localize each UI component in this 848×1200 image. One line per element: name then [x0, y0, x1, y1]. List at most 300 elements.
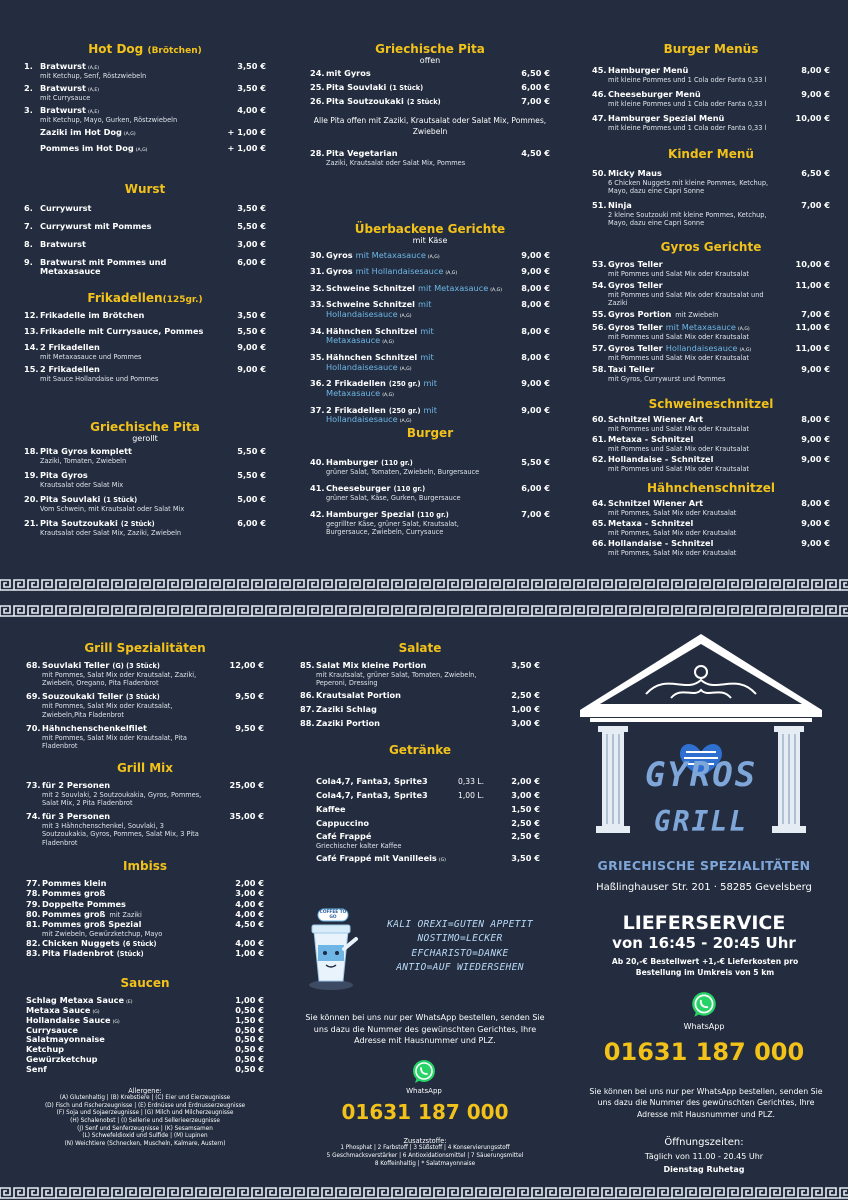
- item-name: Schnitzel Wiener Art: [608, 498, 704, 508]
- menu-item: [592, 201, 830, 227]
- item-name: Frikadelle im Brötchen: [40, 310, 145, 320]
- item-name: Ketchup: [26, 1044, 65, 1055]
- item-number: 73.: [26, 780, 41, 790]
- item-line: [608, 539, 830, 549]
- item-name: Gyros Teller: [608, 322, 663, 333]
- item-name: Pita Souvlaki: [40, 494, 101, 505]
- gyros-gerichte-section: [592, 240, 830, 386]
- allergen-code: (A,G): [737, 327, 750, 333]
- phone-number-right[interactable]: 01631 187 000: [603, 1038, 805, 1066]
- menu-item: [310, 300, 550, 320]
- item-number: 45.: [592, 65, 607, 75]
- section-title: Gyros Gerichte: [660, 240, 762, 254]
- allergen-code: (G): [112, 1019, 120, 1025]
- item-number: 55.: [592, 309, 607, 320]
- menu-item: [310, 510, 550, 536]
- menu-item: [310, 406, 550, 426]
- item-desc: mit Pommes und Salat Mix oder Krautsalat: [608, 354, 749, 363]
- item-name: Hähnchen Schnitzel: [326, 325, 418, 336]
- item-number: 32.: [310, 282, 325, 293]
- item-name: Café Frappé: [316, 831, 372, 842]
- item-name: Cola4,7, Fanta3, Sprite3: [316, 789, 428, 800]
- item-number: 74.: [26, 811, 41, 822]
- whatsapp-label: WhatsApp: [406, 1087, 442, 1095]
- item-name: 2 Frikadellen: [326, 378, 386, 389]
- item-price: 12,00 €: [229, 660, 264, 670]
- item-name: Pita Fladenbrot: [42, 948, 114, 959]
- item-name: Cheeseburger: [326, 483, 391, 494]
- item-desc: mit Gyros, Currywurst und Pommes: [608, 375, 726, 384]
- item-price: 0,50 €: [235, 1063, 264, 1074]
- item-price: 5,50 €: [237, 220, 266, 231]
- item-price: 4,00 €: [235, 898, 264, 909]
- item-number: 24.: [310, 68, 325, 78]
- item-number: 28.: [310, 148, 325, 159]
- legend-line: (H) Schalenobst | (I) Sellerie und Sellerieerzeugnisse: [70, 1118, 220, 1125]
- lieferservice-time: von 16:45 - 20:45 Uhr: [612, 934, 796, 952]
- whatsapp-note-2: Sie können bei uns nur per WhatsApp bestellen, senden Sie uns dazu die Nummer des gewünschten Gerichtes, Ihre Adresse mit Hausnummer und PLZ.: [589, 1087, 823, 1119]
- item-name: Chicken Nuggets: [42, 937, 120, 948]
- menu-item: [24, 62, 266, 80]
- item-desc: mit kleine Pommes und 1 Cola oder Fanta 0,33 l: [608, 124, 767, 132]
- section-title: Grill Mix: [116, 761, 174, 775]
- item-price: 6,00 €: [237, 518, 266, 529]
- item-name: Hamburger Menü: [608, 65, 689, 75]
- item-line: [40, 447, 266, 457]
- item-name: Pita Gyros komplett: [40, 446, 132, 456]
- item-line: [42, 939, 264, 949]
- item-line: [326, 327, 550, 347]
- item-desc: 6 Chicken Nuggets mit kleine Pommes, Ketchup, Mayo, dazu eine Capri Sonne: [608, 178, 769, 196]
- item-name: Frikadelle mit Currysauce, Pommes: [40, 325, 204, 336]
- menu-item: [26, 1055, 264, 1065]
- item-price: 9,00 €: [521, 378, 550, 389]
- item-desc: Zaziki, Krautsalat oder Salat Mix, Pommes: [326, 159, 466, 168]
- item-name: Gyros Teller: [608, 259, 663, 269]
- menu-item: [24, 327, 266, 337]
- item-line: [608, 435, 830, 445]
- section-title: Burger: [406, 426, 454, 440]
- item-desc: mit kleine Pommes und 1 Cola oder Fanta 0,33 l: [608, 75, 767, 84]
- zusatz-title: Zusatzstoffe:: [403, 1137, 447, 1145]
- item-number: 1.: [24, 61, 33, 71]
- section-title: Hot Dog: [88, 42, 144, 56]
- item-desc: mit Ketchup, Mayo, Gurken, Röstzwiebeln: [40, 116, 178, 124]
- item-name: Hollandaise Sauce: [26, 1014, 111, 1025]
- item-price: 2,50 €: [511, 690, 540, 701]
- item-name: Ninja: [608, 200, 632, 211]
- item-price: 3,00 €: [235, 888, 264, 899]
- item-number: 51.: [592, 200, 607, 211]
- whatsapp-icon-right[interactable]: [689, 990, 719, 1020]
- menu-item: [24, 128, 266, 138]
- allergen-code: (A,G): [399, 314, 412, 320]
- item-desc: mit Zwiebeln, Gewürzketchup, Mayo: [42, 930, 163, 939]
- menu-item: [592, 90, 830, 108]
- menu-item: [592, 281, 830, 307]
- item-price: 7,00 €: [521, 95, 550, 106]
- item-number: 77.: [26, 878, 41, 888]
- allergen-code: (A,G): [135, 148, 148, 154]
- item-line: [608, 455, 830, 465]
- section-title: Schweineschnitzel: [648, 397, 774, 411]
- menu-item: [26, 724, 264, 750]
- item-number: 85.: [300, 660, 315, 670]
- item-price: 35,00 €: [229, 811, 264, 822]
- item-name: Metaxa Sauce: [26, 1004, 91, 1015]
- item-name: Souzoukaki Teller: [42, 691, 123, 702]
- frikadellen-section: [24, 291, 266, 387]
- item-line: [40, 519, 266, 529]
- item-name: Zaziki Schlag: [316, 704, 377, 715]
- item-price: 0,50 €: [235, 1034, 264, 1045]
- item-price: 9,50 €: [235, 722, 264, 733]
- item-number: 57.: [592, 343, 607, 354]
- item-price: 2,50 €: [511, 831, 540, 842]
- menu-item: [316, 791, 540, 801]
- item-name: Cheeseburger Menü: [608, 89, 701, 100]
- item-number: 70.: [26, 722, 41, 733]
- item-name: Bratwurst: [40, 61, 86, 71]
- item-sauce: Hollandaisesauce: [665, 343, 738, 354]
- item-price: 5,50 €: [521, 457, 550, 467]
- item-number: 66.: [592, 538, 607, 549]
- menu-item: [316, 832, 540, 850]
- ueberbacken-section: [310, 222, 550, 432]
- item-price: 11,00 €: [795, 280, 830, 291]
- item-number: 50.: [592, 168, 607, 178]
- item-name: Gyros Teller: [608, 343, 663, 354]
- item-number: 9.: [24, 256, 33, 267]
- item-name: für 2 Personen: [42, 780, 111, 790]
- item-number: 80.: [26, 909, 41, 920]
- item-desc: grüner Salat, Käse, Gurken, Burgersauce: [326, 494, 461, 503]
- item-line: [40, 258, 266, 278]
- item-number: 31.: [310, 266, 325, 277]
- item-name: Hamburger Spezial: [326, 509, 415, 520]
- item-desc: mit Pommes und Salat Mix oder Krautsalat und Zaziki: [608, 290, 764, 308]
- item-name: Bratwurst mit Pommes und Metaxasauce: [40, 256, 167, 277]
- item-name: Salatmayonnaise: [26, 1034, 105, 1045]
- section-subtitle: mit Käse: [412, 236, 448, 245]
- item-number: 46.: [592, 89, 607, 100]
- item-line: [326, 83, 550, 93]
- item-price: 9,00 €: [801, 434, 830, 445]
- menu-item: [592, 499, 830, 517]
- item-desc: mit Pommes, Salat Mix oder Krautsalat: [608, 508, 737, 517]
- item-number: 26.: [310, 95, 325, 106]
- item-price: 0,50 €: [235, 1044, 264, 1055]
- item-line: [326, 251, 550, 261]
- item-name: Zaziki im Hot Dog: [40, 127, 122, 138]
- item-line: [326, 300, 550, 320]
- item-line: [326, 69, 550, 79]
- menu-item: [24, 519, 266, 537]
- item-name: Senf: [26, 1063, 47, 1074]
- section-subtitle: offen: [419, 56, 441, 65]
- menu-item: [24, 240, 266, 250]
- allergene-block: [26, 1087, 264, 1149]
- item-price: 7,00 €: [521, 509, 550, 520]
- item-price: 9,00 €: [521, 250, 550, 260]
- section-title: Getränke: [388, 743, 452, 757]
- item-number: 58.: [592, 364, 607, 375]
- menu-item: [310, 267, 550, 277]
- item-line: [608, 519, 830, 529]
- menu-item: [26, 949, 264, 959]
- item-number: 30.: [310, 250, 325, 260]
- brand-tagline: GRIECHISCHE SPEZIALITÄTEN: [597, 858, 811, 873]
- item-name: Cola4,7, Fanta3, Sprite3: [316, 776, 428, 786]
- item-price: 25,00 €: [229, 780, 264, 790]
- item-price: 7,00 €: [801, 309, 830, 320]
- item-number: 54.: [592, 280, 607, 291]
- section-title: Griechische Pita: [375, 42, 485, 56]
- item-desc: mit Pommes, Salat Mix oder Krautsalat, Pita Fladenbrot: [42, 733, 187, 750]
- item-price: 11,00 €: [795, 322, 830, 333]
- item-price: 9,00 €: [521, 404, 550, 415]
- item-price: 3,50 €: [237, 310, 266, 320]
- item-price: 4,00 €: [235, 937, 264, 948]
- item-price: + 1,00 €: [227, 143, 266, 154]
- item-line: [40, 343, 266, 353]
- menu-item: [24, 311, 266, 321]
- brand-name-grill: GRILL: [653, 805, 749, 838]
- item-line: [316, 661, 540, 671]
- item-price: 2,50 €: [511, 817, 540, 828]
- item-price: 6,50 €: [521, 68, 550, 78]
- item-name: Gyros Portion: [608, 309, 672, 320]
- item-number: 33.: [310, 299, 325, 310]
- item-price: 4,50 €: [235, 919, 264, 930]
- item-desc: mit Zwiebeln: [675, 311, 719, 320]
- item-line: [42, 949, 264, 959]
- item-name: Metaxa - Schnitzel: [608, 434, 694, 445]
- item-desc: Zaziki, Tomaten, Zwiebeln: [40, 456, 127, 465]
- item-name: Gewürzketchup: [26, 1054, 98, 1065]
- item-line: [40, 365, 266, 375]
- menu-item: [310, 284, 550, 294]
- menu-item: [24, 258, 266, 278]
- item-desc: 2 kleine Soutzouki mit kleine Pommes, Ketchup, Mayo, dazu eine Capri Sonne: [608, 211, 767, 228]
- oeffnung-daily: Täglich von 11.00 - 20.45 Uhr: [644, 1152, 764, 1161]
- item-desc: mit kleine Pommes und 1 Cola oder Fanta 0,33 l: [608, 99, 767, 108]
- greek-phrase: ANTIO=AUF WIEDERSEHEN: [396, 962, 524, 974]
- item-sauce: mit Metaxasauce: [418, 282, 489, 293]
- item-line: [316, 777, 540, 787]
- item-name: Taxi Teller: [608, 364, 655, 375]
- section-title: Saucen: [120, 976, 170, 990]
- allergen-code: (A,G): [399, 419, 412, 425]
- item-price: 8,00 €: [521, 282, 550, 293]
- item-desc: mit Pommes und Salat Mix oder Krautsalat: [608, 269, 749, 278]
- menu-item: [310, 69, 550, 79]
- menu-item: [26, 1065, 264, 1075]
- legend-line: (N) Weichtiere (Schnecken, Muscheln, Kalmare, Austern): [64, 1141, 226, 1148]
- greek-phrase: EFCHARISTO=DANKE: [411, 947, 509, 959]
- brand-name-gyros: GYROS: [644, 755, 758, 795]
- lieferservice-title: LIEFERSERVICE: [622, 912, 786, 934]
- item-extra: (2 Stück): [120, 520, 155, 529]
- item-desc: mit Pommes, Salat Mix oder Krautsalat, Zwiebeln,Pita Fladenbrot: [42, 702, 173, 719]
- item-line: [608, 90, 830, 100]
- item-name: für 3 Personen: [42, 811, 111, 822]
- item-name: Schweine Schnitzel: [326, 299, 415, 310]
- item-name: Gyros Teller: [608, 280, 663, 291]
- item-number: 82.: [26, 937, 41, 948]
- menu-item: [24, 204, 266, 214]
- item-line: [26, 1055, 264, 1065]
- item-price: 10,00 €: [795, 113, 830, 124]
- allergen-code: (G): [92, 1009, 100, 1015]
- allergene-title: Allergene:: [128, 1087, 162, 1095]
- item-name: Hollandaise - Schnitzel: [608, 538, 714, 549]
- item-price: 3,00 €: [237, 238, 266, 249]
- menu-item: [592, 310, 830, 320]
- item-number: 83.: [26, 948, 41, 959]
- section-title: Frikadellen: [87, 291, 163, 305]
- item-price: 6,00 €: [521, 483, 550, 494]
- item-name: Pommes groß Spezial: [42, 919, 142, 930]
- item-number: 20.: [24, 494, 39, 505]
- greek-key-border-bottom: [0, 604, 848, 618]
- item-number: 62.: [592, 454, 607, 465]
- greek-phrase: KALI OREXI=GUTEN APPETIT: [387, 919, 533, 930]
- section-title: Überbackene Gerichte: [354, 222, 506, 236]
- menu-item: [310, 251, 550, 261]
- item-number: 8.: [24, 238, 33, 249]
- menu-item: [310, 327, 550, 347]
- allergen-code: (A,G): [490, 287, 503, 293]
- item-number: 18.: [24, 446, 39, 456]
- item-price: 9,00 €: [801, 538, 830, 549]
- item-name: Bratwurst: [40, 238, 86, 249]
- item-number: 78.: [26, 888, 41, 899]
- item-desc: mit 2 Souvlaki, 2 Soutzoukakia, Gyros, Pommes, Salat Mix, 2 Pita Fladenbrot: [42, 790, 202, 808]
- grillmix-section: [26, 761, 264, 852]
- section-title: Hähnchenschnitzel: [647, 481, 775, 495]
- item-name: Schweine Schnitzel: [326, 282, 415, 293]
- item-price: 4,50 €: [521, 148, 550, 159]
- item-number: 19.: [24, 470, 39, 481]
- item-line: [40, 471, 266, 481]
- section-title: Grill Spezialitäten: [84, 641, 206, 655]
- menu-item: [24, 495, 266, 513]
- allergen-code: (G): [438, 858, 446, 864]
- item-name: Pita Vegetarian: [326, 148, 398, 159]
- menu-item: [300, 719, 540, 729]
- item-name: Metaxa - Schnitzel: [608, 518, 694, 529]
- item-name: Schlag Metaxa Sauce: [26, 995, 125, 1005]
- menu-item: [24, 447, 266, 465]
- menu-item: [26, 661, 264, 687]
- greek-key-border-footer: [0, 1186, 848, 1200]
- item-line: [40, 84, 266, 94]
- wurst-section: [24, 182, 266, 285]
- item-price: 3,50 €: [237, 83, 266, 94]
- item-desc: Krautsalat oder Salat Mix: [40, 480, 124, 489]
- item-number: 7.: [24, 220, 33, 231]
- item-desc: gegrillter Käse, grüner Salat, Krautsalat, Burgersauce, Zwiebeln, Currysauce: [326, 520, 459, 537]
- menu-item: [300, 705, 540, 715]
- item-name: 2 Frikadellen: [40, 363, 100, 374]
- item-name: Pommes im Hot Dog: [40, 143, 134, 154]
- item-number: 37.: [310, 404, 325, 415]
- item-line: [326, 458, 550, 468]
- item-desc: mit Krautsalat, grüner Salat, Tomaten, Zwiebeln, Peperoni, Dressing: [316, 670, 477, 688]
- item-desc: mit Zaziki: [109, 911, 142, 920]
- item-name: Souvlaki Teller: [42, 660, 110, 670]
- item-line: [40, 204, 266, 214]
- item-name: Zaziki Portion: [316, 718, 380, 728]
- item-number: 68.: [26, 660, 41, 670]
- section-title: Imbiss: [123, 859, 167, 873]
- item-line: [40, 106, 266, 116]
- menu-item: [24, 471, 266, 489]
- menu-item: [310, 97, 550, 107]
- allergen-code: (A,E): [87, 110, 100, 116]
- temple-logo: [576, 628, 826, 853]
- item-line: [326, 267, 550, 277]
- item-line: [608, 499, 830, 509]
- menu-item: [24, 106, 266, 124]
- whatsapp-icon[interactable]: [410, 1058, 438, 1086]
- item-line: [326, 284, 550, 294]
- item-price: 4,00 €: [235, 909, 264, 920]
- menu-item: [310, 379, 550, 399]
- item-price: 9,00 €: [521, 266, 550, 277]
- allergen-code: (A,E): [87, 66, 100, 71]
- item-price: 11,00 €: [795, 343, 830, 354]
- oeffnung-closed: Dienstag Ruhetag: [663, 1165, 745, 1174]
- item-price: 1,50 €: [511, 803, 540, 814]
- item-line: [608, 201, 830, 211]
- whatsapp-label-right: WhatsApp: [683, 1022, 725, 1031]
- item-price: 9,00 €: [237, 363, 266, 374]
- item-number: 60.: [592, 414, 607, 424]
- allergen-code: (A,G): [382, 340, 394, 346]
- item-line: [316, 805, 540, 815]
- burger-menus-section: [592, 42, 830, 138]
- kinder-section: [592, 147, 830, 234]
- legend-line: 8 Koffeinhaltig | * Salatmayonnaise: [374, 1160, 476, 1167]
- legend-line: (L) Schwefeldioxid und Sulfide | (M) Lupinen: [82, 1133, 208, 1140]
- allergen-code: (E): [126, 1000, 133, 1005]
- item-price: 6,00 €: [521, 81, 550, 92]
- item-number: 35.: [310, 351, 325, 362]
- item-line: [316, 705, 540, 715]
- menu-item: [316, 805, 540, 815]
- item-number: 61.: [592, 434, 607, 445]
- schweine-section: [592, 397, 830, 475]
- item-line: [40, 62, 266, 72]
- item-line: [42, 692, 264, 702]
- item-sauce: mit Hollandaisesauce: [326, 299, 432, 320]
- item-line: [326, 97, 550, 107]
- item-desc: mit Ketchup, Senf, Röstzwiebeln: [40, 71, 147, 80]
- item-size: 0,33 L.: [458, 777, 484, 786]
- item-price: 0,50 €: [235, 1054, 264, 1065]
- phone-number[interactable]: 01631 187 000: [341, 1100, 509, 1124]
- item-line: [42, 920, 264, 930]
- item-name: Pita Souvlaki: [326, 81, 387, 92]
- item-name: Schnitzel Wiener Art: [608, 414, 704, 424]
- menu-item: [316, 854, 540, 864]
- section-title: Burger Menüs: [663, 42, 759, 56]
- item-line: [316, 719, 540, 729]
- item-price: 3,50 €: [511, 853, 540, 864]
- item-number: 87.: [300, 704, 315, 715]
